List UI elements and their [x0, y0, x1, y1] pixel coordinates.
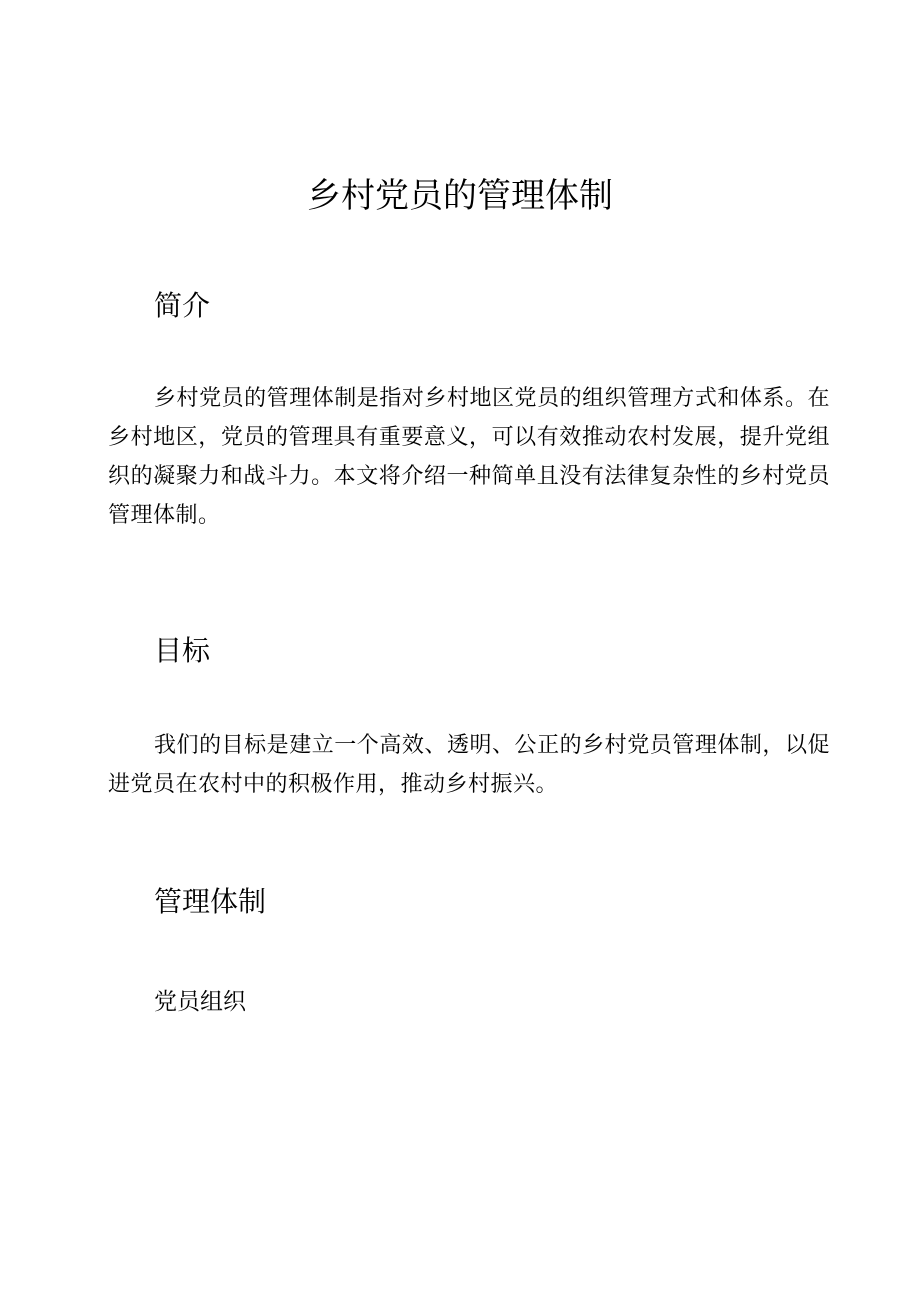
section-heading-intro: 简介	[154, 289, 211, 322]
page-title: 乡村党员的管理体制	[307, 176, 613, 216]
section-paragraph-goal: 我们的目标是建立一个高效、透明、公正的乡村党员管理体制，以促进党员在农村中的积极作用，推动乡村振兴。	[108, 733, 830, 797]
section-heading-goal: 目标	[154, 634, 211, 667]
section-paragraph-intro: 乡村党员的管理体制是指对乡村地区党员的组织管理方式和体系。在乡村地区，党员的管理具有重要意义，可以有效推动农村发展，提升党组织的凝聚力和战斗力。本文将介绍一种简单且没有法律复杂性的乡村党员管理体制。	[108, 386, 830, 528]
section-heading-management: 管理体制	[154, 885, 267, 918]
subsection-heading-party-organization: 党员组织	[154, 989, 246, 1015]
